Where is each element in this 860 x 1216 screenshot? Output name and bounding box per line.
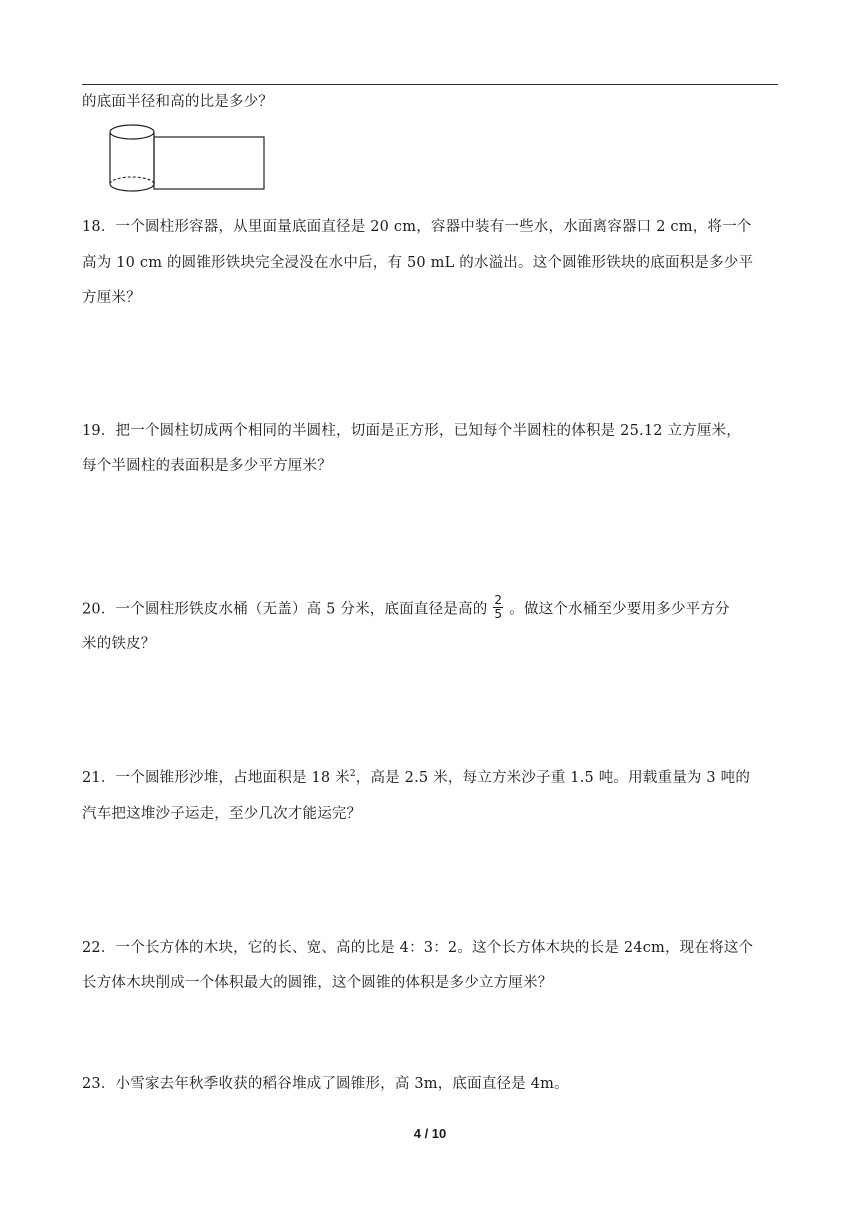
question-21-text-before: 21．一个圆锥形沙堆，占地面积是 18 米 <box>82 770 350 786</box>
fraction-two-fifths: $\frac{2}{5}$ <box>494 593 503 621</box>
superscript-2: 2 <box>349 769 356 780</box>
question-18-line-2: 高为 10 cm 的圆锥形铁块完全浸没在水中后，有 50 mL 的水溢出。这个圆锥形铁块的底面积是多少平 <box>82 255 754 271</box>
question-18-line-3: 方厘米？ <box>82 290 141 306</box>
question-22-line-2: 长方体木块削成一个体积最大的圆锥，这个圆锥的体积是多少立方厘米？ <box>82 975 553 991</box>
question-20-line-1 <box>82 593 730 623</box>
question-20-text-before: 20．一个圆柱形铁皮水桶（无盖）高 5 分米，底面直径是高的 <box>82 601 488 618</box>
question-21-line-1 <box>82 768 750 788</box>
question-21-text-after: ，高是 2.5 米，每立方米沙子重 1.5 吨。用载重量为 3 吨的 <box>355 770 751 786</box>
question-19-line-1: 19．把一个圆柱切成两个相同的半圆柱，切面是正方形，已知每个半圆柱的体积是 25.12 立方厘米， <box>82 423 741 439</box>
cylinder-unfold-figure <box>108 122 268 198</box>
question-18-line-1: 18．一个圆柱形容器，从里面量底面直径是 20 cm，容器中装有一些水，水面离容器口 2 cm，将一个 <box>82 219 752 235</box>
question-21-line-2: 汽车把这堆沙子运走，至少几次才能运完？ <box>82 806 362 822</box>
question-22-line-1: 22．一个长方体的木块，它的长、宽、高的比是 4：3：2。这个长方体木块的长是 24cm，现在将这个 <box>82 940 754 956</box>
page-number: 4 / 10 <box>413 1126 447 1141</box>
question-20-line-2: 米的铁皮？ <box>82 636 156 652</box>
question-20-text-after: 。做这个水桶至少要用多少平方分 <box>509 601 730 618</box>
header-rule <box>82 84 778 85</box>
question-19-line-2: 每个半圆柱的表面积是多少平方厘米？ <box>82 458 332 474</box>
question-23-line-1: 23．小雪家去年秋季收获的稻谷堆成了圆锥形，高 3m，底面直径是 4m。 <box>82 1076 569 1092</box>
question-17-continuation: 的底面半径和高的比是多少？ <box>82 94 274 110</box>
